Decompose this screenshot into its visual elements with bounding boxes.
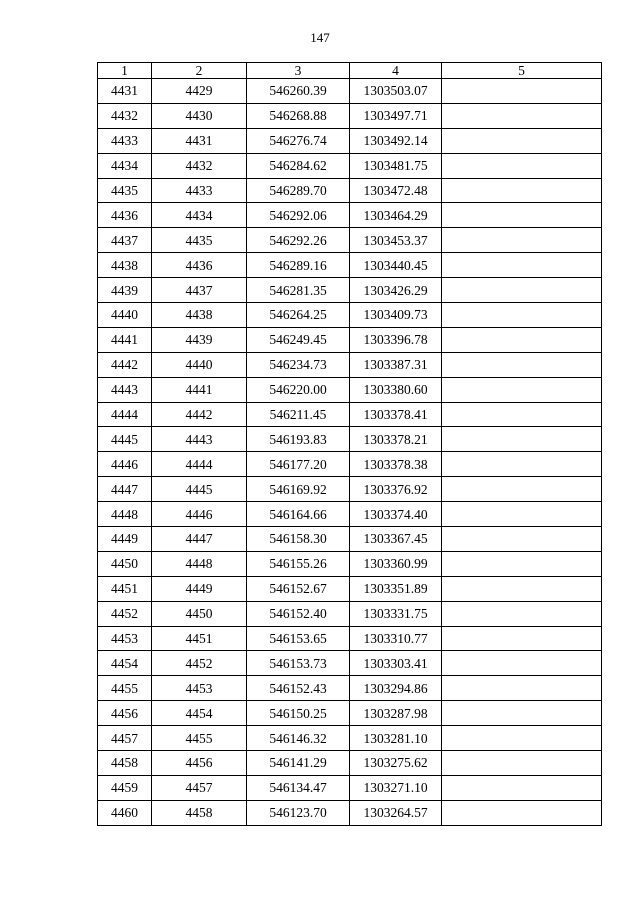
cell-note — [442, 253, 602, 278]
cell-point-number: 4442 — [98, 352, 152, 377]
table-row — [98, 79, 602, 104]
cell-point-number: 4448 — [98, 502, 152, 527]
cell-y-coordinate: 1303387.31 — [350, 352, 442, 377]
cell-previous-point: 4445 — [152, 477, 247, 502]
cell-x-coordinate: 546211.45 — [247, 402, 350, 427]
cell-point-number: 4459 — [98, 775, 152, 800]
table-row — [98, 203, 602, 228]
cell-previous-point: 4440 — [152, 352, 247, 377]
cell-point-number: 4445 — [98, 427, 152, 452]
cell-note — [442, 153, 602, 178]
cell-x-coordinate: 546281.35 — [247, 278, 350, 303]
cell-x-coordinate: 546152.43 — [247, 676, 350, 701]
cell-y-coordinate: 1303472.48 — [350, 178, 442, 203]
cell-y-coordinate: 1303396.78 — [350, 327, 442, 352]
cell-x-coordinate: 546292.26 — [247, 228, 350, 253]
cell-note — [442, 203, 602, 228]
cell-note — [442, 751, 602, 776]
cell-point-number: 4443 — [98, 377, 152, 402]
cell-previous-point: 4444 — [152, 452, 247, 477]
cell-y-coordinate: 1303264.57 — [350, 800, 442, 825]
cell-note — [442, 626, 602, 651]
cell-note — [442, 228, 602, 253]
cell-x-coordinate: 546123.70 — [247, 800, 350, 825]
table-row — [98, 502, 602, 527]
cell-y-coordinate: 1303275.62 — [350, 751, 442, 776]
table-row — [98, 726, 602, 751]
cell-x-coordinate: 546152.40 — [247, 601, 350, 626]
cell-y-coordinate: 1303492.14 — [350, 128, 442, 153]
table-row — [98, 327, 602, 352]
table-row — [98, 228, 602, 253]
header-row — [98, 63, 602, 79]
cell-y-coordinate: 1303453.37 — [350, 228, 442, 253]
cell-point-number: 4447 — [98, 477, 152, 502]
cell-y-coordinate: 1303310.77 — [350, 626, 442, 651]
cell-point-number: 4433 — [98, 128, 152, 153]
table-row — [98, 751, 602, 776]
cell-note — [442, 576, 602, 601]
column-header-2: 2 — [152, 63, 247, 79]
cell-previous-point: 4453 — [152, 676, 247, 701]
cell-previous-point: 4449 — [152, 576, 247, 601]
cell-note — [442, 79, 602, 104]
cell-note — [442, 377, 602, 402]
table-row — [98, 477, 602, 502]
cell-note — [442, 551, 602, 576]
cell-note — [442, 726, 602, 751]
cell-point-number: 4435 — [98, 178, 152, 203]
cell-y-coordinate: 1303497.71 — [350, 103, 442, 128]
cell-point-number: 4451 — [98, 576, 152, 601]
cell-note — [442, 676, 602, 701]
table-row — [98, 352, 602, 377]
table-row — [98, 651, 602, 676]
cell-previous-point: 4438 — [152, 303, 247, 328]
cell-previous-point: 4454 — [152, 701, 247, 726]
cell-y-coordinate: 1303378.21 — [350, 427, 442, 452]
cell-x-coordinate: 546146.32 — [247, 726, 350, 751]
cell-note — [442, 601, 602, 626]
cell-previous-point: 4447 — [152, 527, 247, 552]
cell-previous-point: 4435 — [152, 228, 247, 253]
table-row — [98, 527, 602, 552]
table-row — [98, 576, 602, 601]
cell-y-coordinate: 1303303.41 — [350, 651, 442, 676]
cell-x-coordinate: 546177.20 — [247, 452, 350, 477]
cell-x-coordinate: 546289.16 — [247, 253, 350, 278]
cell-y-coordinate: 1303464.29 — [350, 203, 442, 228]
cell-x-coordinate: 546134.47 — [247, 775, 350, 800]
table-row — [98, 701, 602, 726]
table-row — [98, 452, 602, 477]
cell-point-number: 4455 — [98, 676, 152, 701]
cell-x-coordinate: 546155.26 — [247, 551, 350, 576]
cell-x-coordinate: 546268.88 — [247, 103, 350, 128]
table-row — [98, 278, 602, 303]
column-header-4: 4 — [350, 63, 442, 79]
cell-x-coordinate: 546164.66 — [247, 502, 350, 527]
cell-note — [442, 477, 602, 502]
cell-point-number: 4454 — [98, 651, 152, 676]
cell-note — [442, 651, 602, 676]
cell-x-coordinate: 546260.39 — [247, 79, 350, 104]
cell-point-number: 4452 — [98, 601, 152, 626]
cell-y-coordinate: 1303426.29 — [350, 278, 442, 303]
cell-previous-point: 4446 — [152, 502, 247, 527]
cell-previous-point: 4452 — [152, 651, 247, 676]
cell-note — [442, 303, 602, 328]
cell-x-coordinate: 546249.45 — [247, 327, 350, 352]
table-row — [98, 800, 602, 825]
table-row — [98, 676, 602, 701]
cell-y-coordinate: 1303351.89 — [350, 576, 442, 601]
cell-note — [442, 452, 602, 477]
cell-previous-point: 4457 — [152, 775, 247, 800]
table-row — [98, 626, 602, 651]
column-header-5: 5 — [442, 63, 602, 79]
cell-x-coordinate: 546141.29 — [247, 751, 350, 776]
cell-previous-point: 4434 — [152, 203, 247, 228]
cell-y-coordinate: 1303440.45 — [350, 253, 442, 278]
cell-previous-point: 4450 — [152, 601, 247, 626]
table-row — [98, 303, 602, 328]
table-header — [98, 63, 602, 79]
cell-point-number: 4450 — [98, 551, 152, 576]
table-row — [98, 128, 602, 153]
cell-point-number: 4441 — [98, 327, 152, 352]
cell-y-coordinate: 1303271.10 — [350, 775, 442, 800]
cell-point-number: 4432 — [98, 103, 152, 128]
cell-y-coordinate: 1303287.98 — [350, 701, 442, 726]
table-row — [98, 551, 602, 576]
cell-point-number: 4431 — [98, 79, 152, 104]
table-row — [98, 103, 602, 128]
cell-note — [442, 278, 602, 303]
cell-note — [442, 775, 602, 800]
cell-x-coordinate: 546276.74 — [247, 128, 350, 153]
cell-x-coordinate: 546169.92 — [247, 477, 350, 502]
cell-point-number: 4460 — [98, 800, 152, 825]
cell-note — [442, 178, 602, 203]
cell-previous-point: 4436 — [152, 253, 247, 278]
cell-x-coordinate: 546153.65 — [247, 626, 350, 651]
table-row — [98, 178, 602, 203]
cell-note — [442, 327, 602, 352]
table-row — [98, 253, 602, 278]
cell-y-coordinate: 1303281.10 — [350, 726, 442, 751]
cell-previous-point: 4433 — [152, 178, 247, 203]
cell-note — [442, 128, 602, 153]
cell-x-coordinate: 546153.73 — [247, 651, 350, 676]
cell-note — [442, 527, 602, 552]
cell-previous-point: 4448 — [152, 551, 247, 576]
cell-x-coordinate: 546284.62 — [247, 153, 350, 178]
column-header-3: 3 — [247, 63, 350, 79]
cell-x-coordinate: 546152.67 — [247, 576, 350, 601]
cell-previous-point: 4441 — [152, 377, 247, 402]
cell-x-coordinate: 546289.70 — [247, 178, 350, 203]
table-row — [98, 427, 602, 452]
cell-x-coordinate: 546234.73 — [247, 352, 350, 377]
cell-note — [442, 800, 602, 825]
table-row — [98, 601, 602, 626]
cell-note — [442, 402, 602, 427]
cell-point-number: 4453 — [98, 626, 152, 651]
cell-previous-point: 4443 — [152, 427, 247, 452]
cell-point-number: 4449 — [98, 527, 152, 552]
cell-previous-point: 4442 — [152, 402, 247, 427]
cell-y-coordinate: 1303378.38 — [350, 452, 442, 477]
table-body — [98, 79, 602, 826]
cell-y-coordinate: 1303331.75 — [350, 601, 442, 626]
page-number: 147 — [310, 30, 330, 45]
cell-previous-point: 4429 — [152, 79, 247, 104]
cell-previous-point: 4437 — [152, 278, 247, 303]
table-row — [98, 377, 602, 402]
cell-note — [442, 701, 602, 726]
cell-previous-point: 4458 — [152, 800, 247, 825]
cell-x-coordinate: 546158.30 — [247, 527, 350, 552]
cell-y-coordinate: 1303481.75 — [350, 153, 442, 178]
cell-y-coordinate: 1303409.73 — [350, 303, 442, 328]
cell-y-coordinate: 1303360.99 — [350, 551, 442, 576]
cell-note — [442, 103, 602, 128]
cell-point-number: 4434 — [98, 153, 152, 178]
cell-previous-point: 4432 — [152, 153, 247, 178]
cell-previous-point: 4456 — [152, 751, 247, 776]
cell-point-number: 4436 — [98, 203, 152, 228]
cell-y-coordinate: 1303378.41 — [350, 402, 442, 427]
table-row — [98, 775, 602, 800]
coordinates-table — [97, 62, 602, 826]
table-row — [98, 402, 602, 427]
cell-point-number: 4438 — [98, 253, 152, 278]
cell-y-coordinate: 1303367.45 — [350, 527, 442, 552]
cell-y-coordinate: 1303376.92 — [350, 477, 442, 502]
cell-point-number: 4437 — [98, 228, 152, 253]
cell-previous-point: 4455 — [152, 726, 247, 751]
cell-x-coordinate: 546220.00 — [247, 377, 350, 402]
cell-note — [442, 352, 602, 377]
cell-previous-point: 4439 — [152, 327, 247, 352]
cell-point-number: 4440 — [98, 303, 152, 328]
cell-point-number: 4458 — [98, 751, 152, 776]
cell-y-coordinate: 1303380.60 — [350, 377, 442, 402]
cell-note — [442, 502, 602, 527]
cell-note — [442, 427, 602, 452]
cell-x-coordinate: 546292.06 — [247, 203, 350, 228]
cell-point-number: 4444 — [98, 402, 152, 427]
cell-y-coordinate: 1303374.40 — [350, 502, 442, 527]
cell-x-coordinate: 546264.25 — [247, 303, 350, 328]
cell-x-coordinate: 546150.25 — [247, 701, 350, 726]
cell-point-number: 4446 — [98, 452, 152, 477]
cell-y-coordinate: 1303503.07 — [350, 79, 442, 104]
cell-previous-point: 4430 — [152, 103, 247, 128]
column-header-1: 1 — [98, 63, 152, 79]
cell-point-number: 4456 — [98, 701, 152, 726]
cell-x-coordinate: 546193.83 — [247, 427, 350, 452]
cell-previous-point: 4431 — [152, 128, 247, 153]
cell-previous-point: 4451 — [152, 626, 247, 651]
cell-y-coordinate: 1303294.86 — [350, 676, 442, 701]
cell-point-number: 4457 — [98, 726, 152, 751]
cell-point-number: 4439 — [98, 278, 152, 303]
table-row — [98, 153, 602, 178]
